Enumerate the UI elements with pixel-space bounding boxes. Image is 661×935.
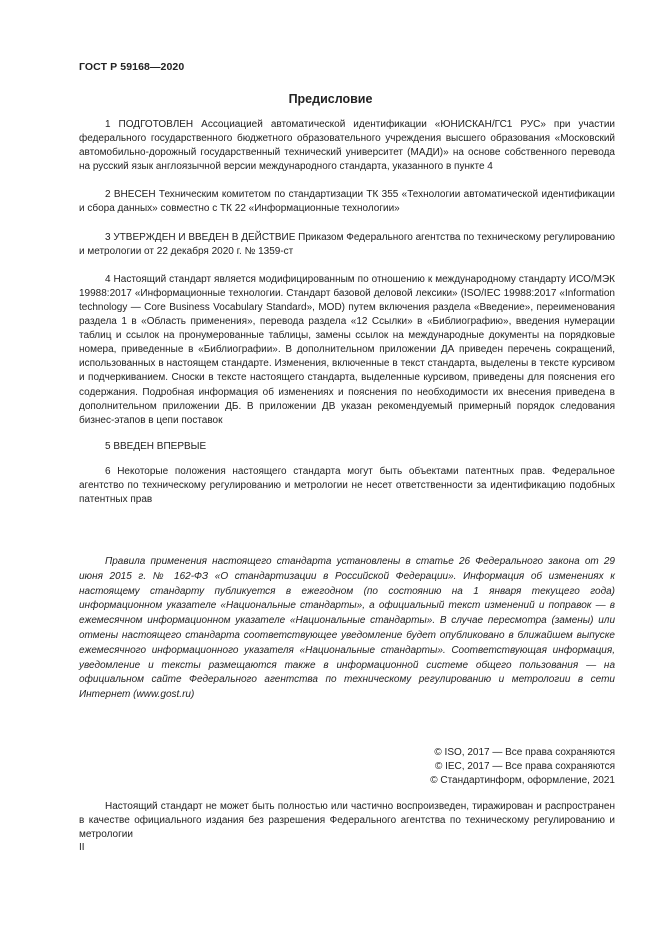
paragraph-introduced: 5 ВВЕДЕН ВПЕРВЫЕ bbox=[105, 440, 207, 452]
copyright-iec: © IEC, 2017 — Все права сохраняются bbox=[434, 761, 615, 773]
copyright-block bbox=[430, 746, 615, 789]
page-number: II bbox=[79, 842, 85, 853]
paragraph-modified: 4 Настоящий стандарт является модифицированным по отношению к международному стандарту ИСО/МЭК 19988:2017 «Информационные технологии. Стандарт базовой деловой лексики» (ISO/IEC 19988:2017 «Information technology — Core Business Vocabulary Standard», MOD) путем включения раздела «Введение», переименования раздела 1 в «Область применения», перевода раздела «12 Ссылки» в «Библиографию», введения нумерации таблиц и ссылок на пронумерованные таблицы, замены ссылок на международные документы на порядковые номера, приведенные в «Библиографии». В дополнительном приложении ДА приведен перечень сокращений, использованных в настоящем стандарте. Изменения, включенные в текст стандарта, выделены в тексте курсивом и подчеркиванием. Сноски в тексте настоящего стандарта, выделенные курсивом, приведены для пояснения его содержания. Подробная информация об изменениях и пояснения по необходимости их внесения приведена в дополнительном приложении ДБ. В приложении ДВ указан рекомендуемый примерный порядок следования бизнес-этапов в цепи поставок bbox=[79, 273, 615, 426]
standard-code: ГОСТ Р 59168—2020 bbox=[79, 61, 185, 73]
paragraph-prepared: 1 ПОДГОТОВЛЕН Ассоциацией автоматической идентификации «ЮНИСКАН/ГС1 РУС» при участии федерального государственного бюджетного образовательного учреждения высшего образования «Московский автомобильно-дорожный государственный технический университет (МАДИ)» на основе собственного перевода на русский язык англоязычной версии международного стандарта, указанного в пункте 4 bbox=[79, 119, 615, 173]
copyright-standartinform: © Стандартинформ, оформление, 2021 bbox=[430, 775, 615, 787]
foreword-body bbox=[79, 118, 615, 507]
paragraph-submitted: 2 ВНЕСЕН Техническим комитетом по стандартизации ТК 355 «Технологии автоматической идентификации и сбора данных» совместно с ТК 22 «Информационные технологии» bbox=[79, 189, 615, 215]
rules-note: Правила применения настоящего стандарта установлены в статье 26 Федерального закона от 29 июня 2015 г. № 162-ФЗ «О стандартизации в Российской Федерации». Информация об изменениях к настоящему стандарту публикуется в ежегодном (по состоянию на 1 января текущего года) информационном указателе «Национальные стандарты», а официальный текст изменений и поправок — в ежемесячном информационном указателе «Национальные стандарты». В случае пересмотра (замены) или отмены настоящего стандарта соответствующее уведомление будет опубликовано в ближайшем выпуске ежемесячного информационного указателя «Национальные стандарты». Соответствующая информация, уведомление и тексты размещаются также в информационной системе общего пользования — на официальном сайте Федерального агентства по техническому регулированию и метрологии в сети Интернет (www.gost.ru) bbox=[79, 556, 615, 701]
paragraph-approved: 3 УТВЕРЖДЕН И ВВЕДЕН В ДЕЙСТВИЕ Приказом Федерального агентства по техническому регулированию и метрологии от 22 декабря 2020 г. № 1359-ст bbox=[79, 231, 615, 257]
copyright-iso: © ISO, 2017 — Все права сохраняются bbox=[434, 747, 615, 758]
reproduction-notice: Настоящий стандарт не может быть полностью или частично воспроизведен, тиражирован и распространен в качестве официального издания без разрешения Федерального агентства по техническому регулированию и метрологии bbox=[79, 801, 615, 841]
page-title: Предисловие bbox=[288, 92, 373, 106]
paragraph-patents: 6 Некоторые положения настоящего стандарта могут быть объектами патентных прав. Федеральное агентство по техническому регулированию и метрологии не несет ответственности за идентификацию подобных патентных прав bbox=[79, 465, 615, 506]
